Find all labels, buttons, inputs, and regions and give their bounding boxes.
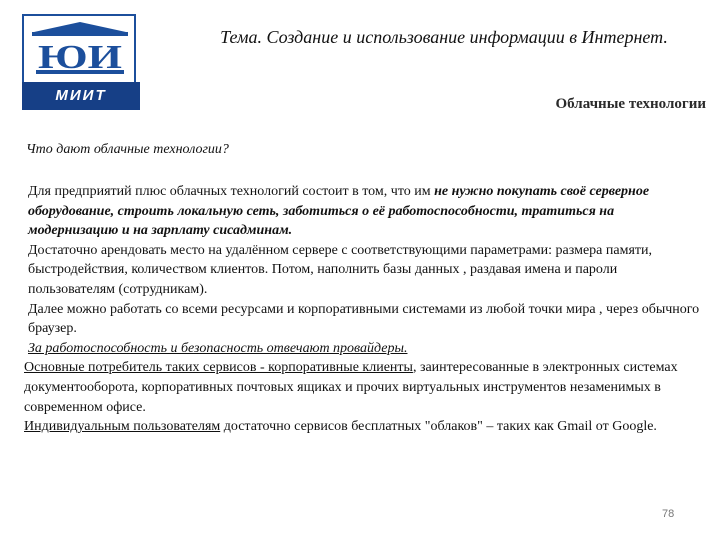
paragraph-benefits-lead: Для предприятий плюс облачных технологий состоит в том, что им bbox=[28, 184, 435, 199]
question-heading: Что дают облачные технологии? bbox=[26, 142, 229, 157]
paragraph-individuals bbox=[24, 417, 702, 437]
paragraph-benefits bbox=[26, 182, 702, 241]
logo-band bbox=[22, 82, 140, 110]
slide-title: Тема. Создание и использование информации в Интернет. bbox=[220, 27, 668, 47]
paragraph-individuals-rest: достаточно сервисов бесплатных "облаков" – таких как Gmail от Google. bbox=[220, 419, 657, 435]
paragraph-benefits-emphasis: не нужно покупать своё серверное оборудование, строить локальную сеть, заботиться о её работоспособности, тратиться на модернизацию и на зарплату сисадминам. bbox=[28, 184, 650, 239]
paragraph-access: Далее можно работать со всеми ресурсами и корпоративными системами из любой точки мира , через обычного браузер. bbox=[28, 301, 700, 337]
logo-band-text: МИИТ bbox=[55, 87, 107, 104]
paragraph-providers: За работоспособность и безопасность отвечают провайдеры. bbox=[28, 340, 408, 356]
paragraph-consumers-rest: , заинтересованные в электронных системах документооборота, корпоративных почтовых ящиках и прочих виртуальных инструментов незаменимых в современном офисе. bbox=[24, 360, 678, 415]
page-number: 78 bbox=[662, 508, 675, 520]
slide-body bbox=[26, 182, 702, 437]
logo-main-text: ЮИ bbox=[38, 39, 122, 76]
paragraph-individuals-underlined: Индивидуальным пользователям bbox=[24, 419, 221, 435]
university-logo bbox=[22, 14, 140, 110]
slide-subtitle: Облачные технологии bbox=[555, 96, 706, 112]
logo-mark-graphic bbox=[28, 20, 132, 76]
paragraph-rent: Достаточно арендовать место на удалённом сервере с соответствующими параметрами: размера памяти, быстродействия, количеством клиентов. Потом, наполнить базы данных , раздавая имена и пароли пользователям (сотрудникам). bbox=[28, 242, 652, 297]
paragraph-consumers bbox=[24, 358, 702, 417]
paragraph-consumers-underlined: Основные потребитель таких сервисов - корпоративные клиенты bbox=[24, 360, 413, 376]
